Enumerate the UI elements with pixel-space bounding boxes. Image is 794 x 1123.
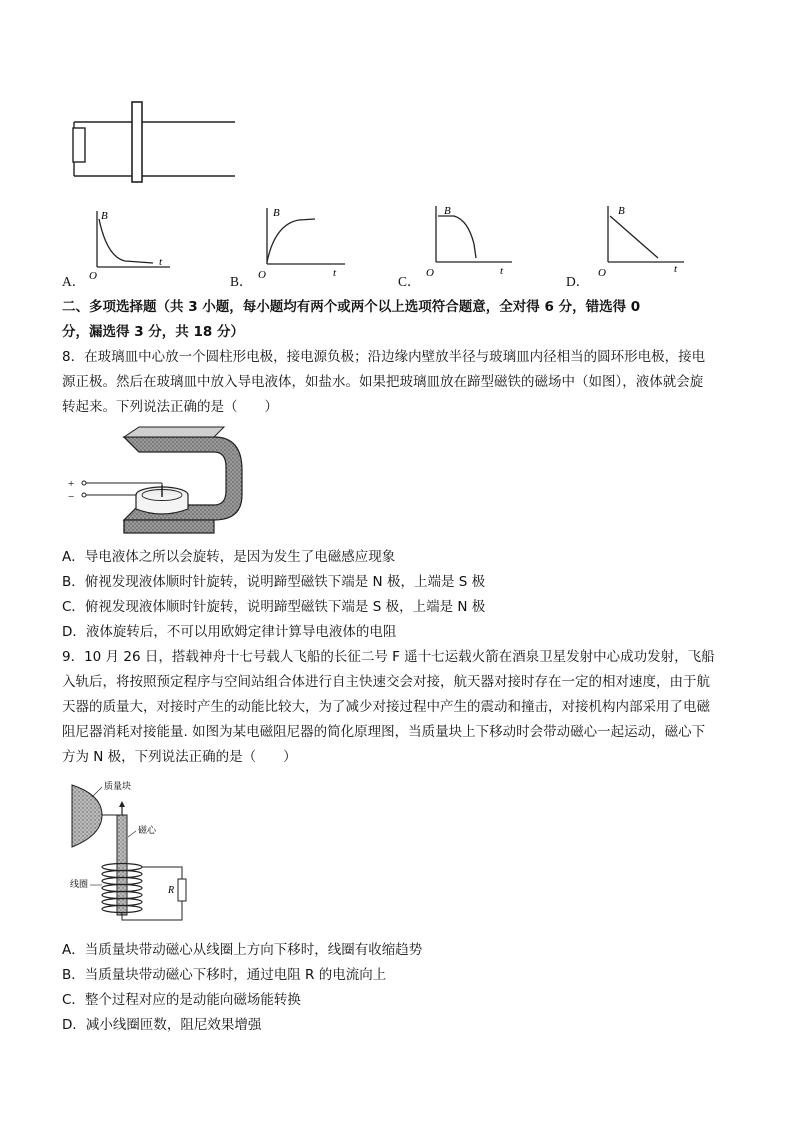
q9-option-d: D．减小线圈匝数，阻尼效果增强 (62, 1017, 262, 1033)
resistor-label: R (168, 885, 175, 896)
q8-option-d: D．液体旋转后，不可以用欧姆定律计算导电液体的电阻 (62, 624, 397, 640)
section2-heading-line2: 分，漏选得 3 分，共 18 分） (62, 324, 244, 340)
graph-label-d: D． (566, 274, 590, 289)
axis-t-label: t (500, 265, 504, 277)
core-label: 磁心 (138, 825, 157, 835)
q9-stem-line5: 方为 N 极，下列说法正确的是（ ） (62, 749, 297, 765)
q9-stem-line1: 9．10 月 26 日，搭载神舟十七号载人飞船的长征二号 F 遥十七运载火箭在酒泉卫星发射中心成功发射，飞船 (62, 649, 715, 665)
q8-option-b: B．俯视发现液体顺时针旋转，说明蹄型磁铁下端是 N 极，上端是 S 极 (62, 574, 486, 590)
pipe-ring-figure (60, 100, 240, 185)
q8-stem-line1: 8．在玻璃皿中心放一个圆柱形电极，接电源负极；沿边缘内壁放半径与玻璃皿内径相当的圆环形电极，接电 (62, 349, 706, 365)
q9-stem-line4: 阻尼器消耗对接能量. 如图为某电磁阻尼器的简化原理图，当质量块上下移动时会带动磁心一起运动，磁心下 (62, 724, 706, 740)
q8-stem-line3: 转起来。下列说法正确的是（ ） (62, 399, 278, 415)
origin-label: O (598, 267, 606, 278)
coil-label: 线圈 (70, 879, 89, 889)
minus-terminal-label: − (68, 491, 75, 503)
q9-option-b: B．当质量块带动磁心下移时，通过电阻 R 的电流向上 (62, 967, 387, 983)
section2-heading-line1: 二、多项选择题（共 3 小题，每小题均有两个或两个以上选项符合题意，全对得 6 分，错选得 0 (62, 299, 641, 315)
q9-stem-line2: 入轨后，将按照预定程序与空间站组合体进行自主快速交会对接，航天器对接时存在一定的相对速度，由于航 (62, 674, 710, 690)
axis-t-label: t (333, 267, 337, 279)
axis-b-label: B (273, 207, 280, 219)
axis-t-label: t (159, 256, 163, 268)
plus-terminal-label: + (68, 478, 75, 490)
origin-label: O (426, 267, 434, 278)
graph-option-c (424, 200, 519, 278)
graph-option-d (596, 200, 691, 278)
q9-stem-line3: 天器的质量大，对接时产生的动能比较大，为了减少对接过程中产生的震动和撞击，对接机构内部采用了电磁 (62, 699, 710, 715)
axis-b-label: B (618, 205, 625, 217)
graph-label-c: C． (398, 274, 421, 289)
horseshoe-magnet-figure (64, 425, 254, 540)
graph-label-b: B． (230, 274, 253, 289)
origin-label: O (89, 270, 97, 280)
q8-stem-line2: 源正极。然后在玻璃皿中放入导电液体，如盐水。如果把玻璃皿放在蹄型磁铁的磁场中（如图），液体就会旋 (62, 374, 704, 390)
q8-option-c: C．俯视发现液体顺时针旋转，说明蹄型磁铁下端是 S 极，上端是 N 极 (62, 599, 486, 615)
axis-b-label: B (101, 210, 108, 222)
q9-option-a: A．当质量块带动磁心从线圈上方向下移时，线圈有收缩趋势 (62, 942, 423, 958)
graph-label-a: A． (62, 274, 86, 289)
em-damper-figure (62, 775, 202, 925)
graph-option-b (255, 202, 350, 280)
q8-option-a: A．导电液体之所以会旋转，是因为发生了电磁感应现象 (62, 549, 396, 565)
axis-b-label: B (444, 205, 451, 217)
origin-label: O (258, 269, 266, 280)
axis-t-label: t (674, 263, 678, 275)
q9-option-c: C．整个过程对应的是动能向磁场能转换 (62, 992, 301, 1008)
graph-option-a (85, 205, 175, 280)
mass-label: 质量块 (104, 781, 132, 791)
